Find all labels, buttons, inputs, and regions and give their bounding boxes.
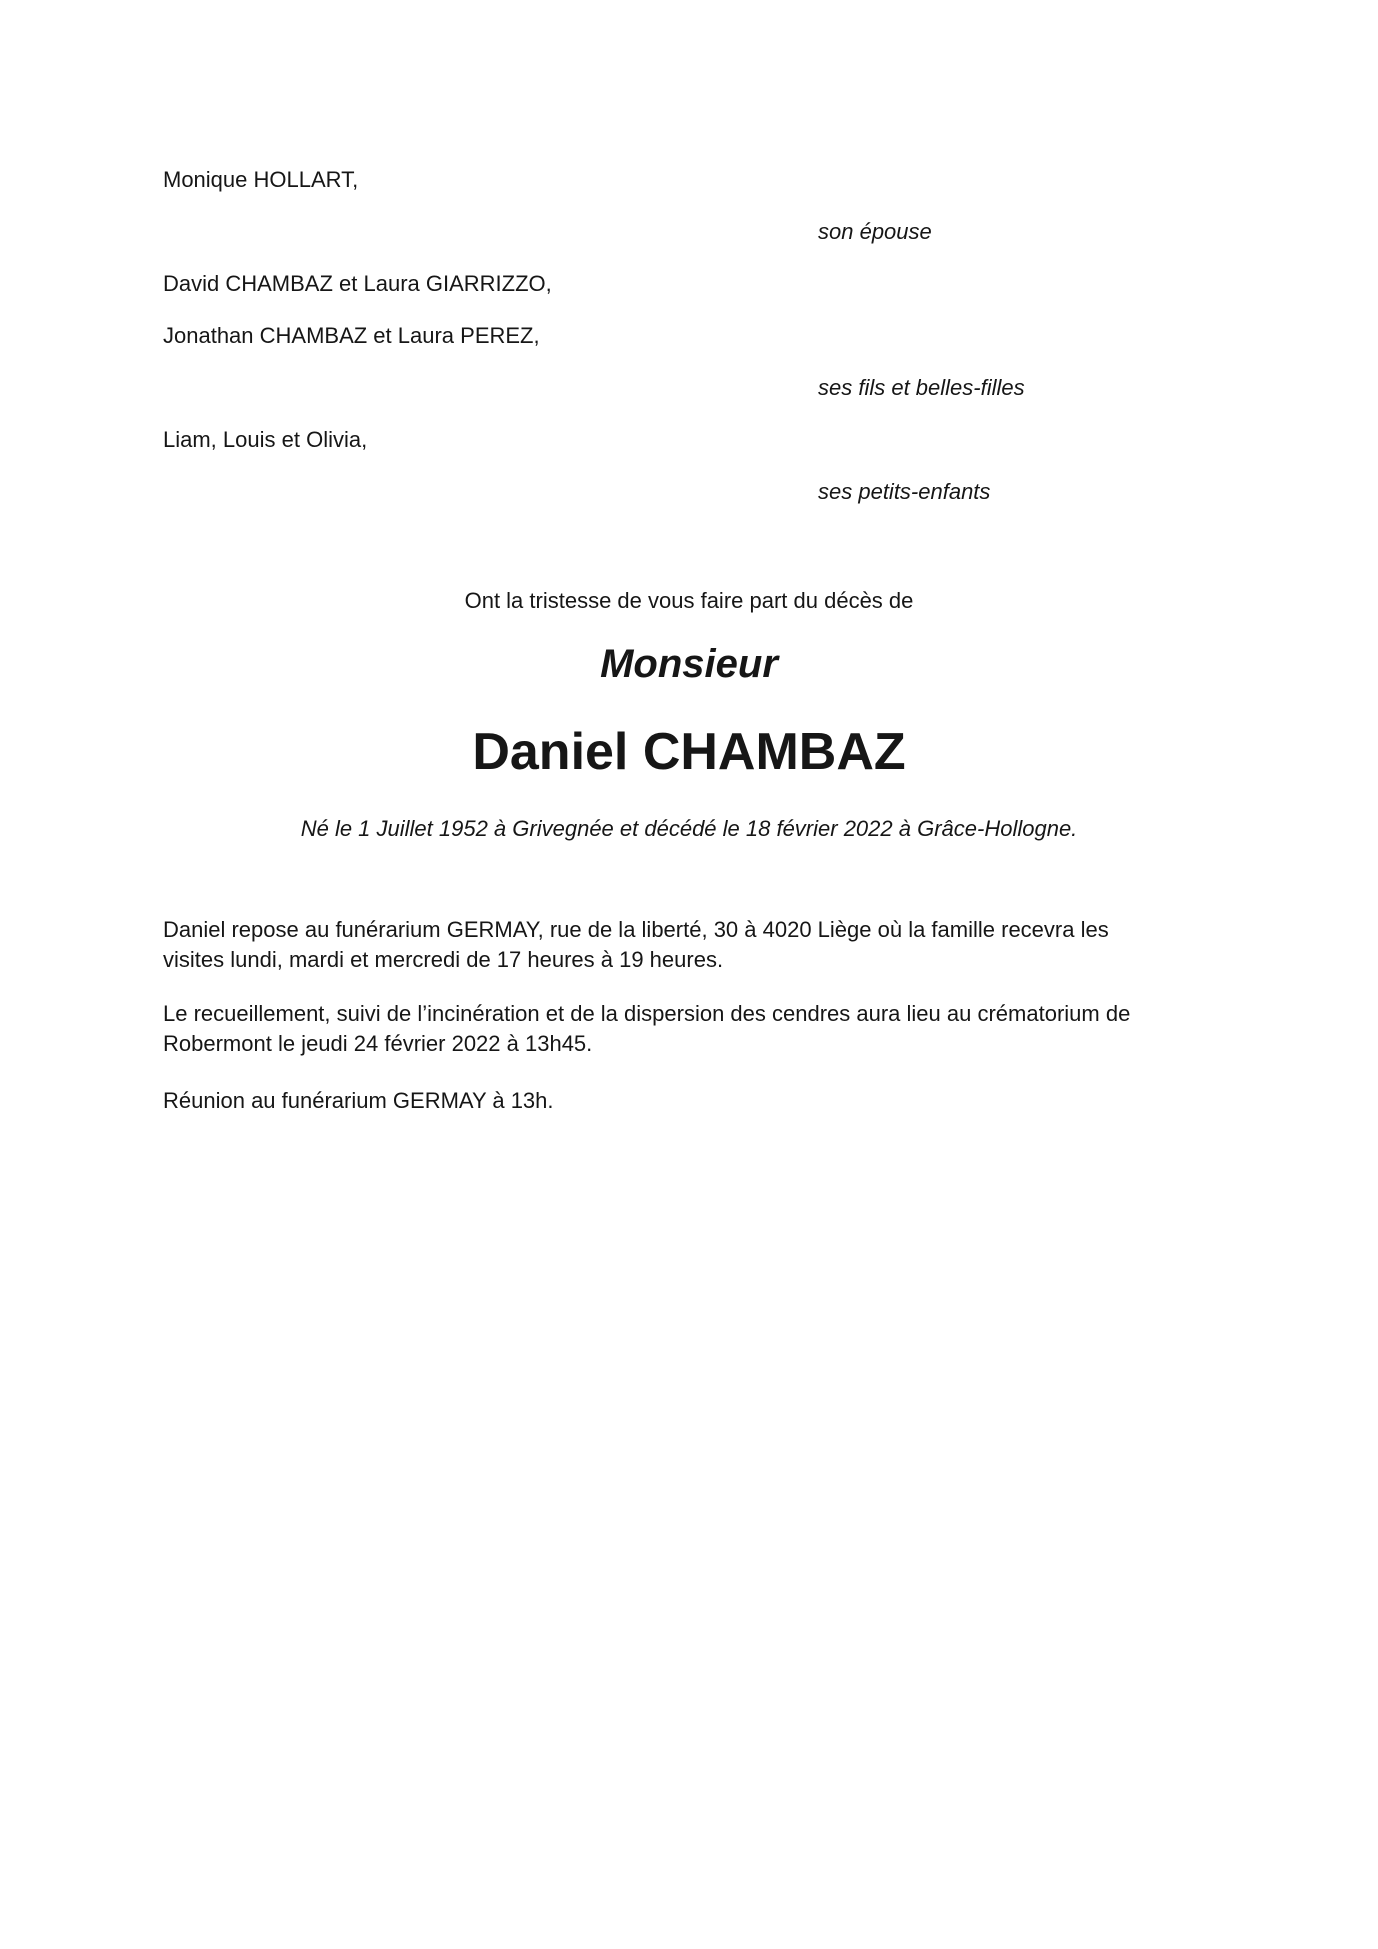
spouse-role-label: son épouse — [818, 219, 932, 244]
repose-line-1: Daniel repose au funérarium GERMAY, rue de la liberté, 30 à 4020 Liège où la famille recevra les — [163, 917, 1109, 942]
son-name-line-2: Jonathan CHAMBAZ et Laura PEREZ, — [163, 323, 540, 348]
son-name-line-1: David CHAMBAZ et Laura GIARRIZZO, — [163, 271, 552, 296]
reunion-line-1: Réunion au funérarium GERMAY à 13h. — [163, 1088, 554, 1113]
reunion-paragraph — [163, 1086, 1223, 1116]
birth-death-dates: Né le 1 Juillet 1952 à Grivegnée et décédé le 18 février 2022 à Grâce-Hollogne. — [300, 816, 1078, 841]
deceased-name: Daniel CHAMBAZ — [472, 723, 906, 781]
spouse-name: Monique HOLLART, — [163, 167, 359, 192]
sons-role-label: ses fils et belles-filles — [818, 375, 1025, 400]
ceremony-paragraph — [163, 999, 1223, 1059]
announcement-intro: Ont la tristesse de vous faire part du décès de — [464, 588, 914, 613]
grandchildren-role-label: ses petits-enfants — [818, 479, 991, 504]
grandchildren-names: Liam, Louis et Olivia, — [163, 427, 368, 452]
ceremony-line-2: Robermont le jeudi 24 février 2022 à 13h45. — [163, 1031, 593, 1056]
repose-line-2: visites lundi, mardi et mercredi de 17 heures à 19 heures. — [163, 947, 724, 972]
ceremony-line-1: Le recueillement, suivi de l’incinération et de la dispersion des cendres aura lieu au crématorium de — [163, 1001, 1131, 1026]
civility-title: Monsieur — [600, 642, 778, 686]
repose-paragraph — [163, 915, 1223, 975]
